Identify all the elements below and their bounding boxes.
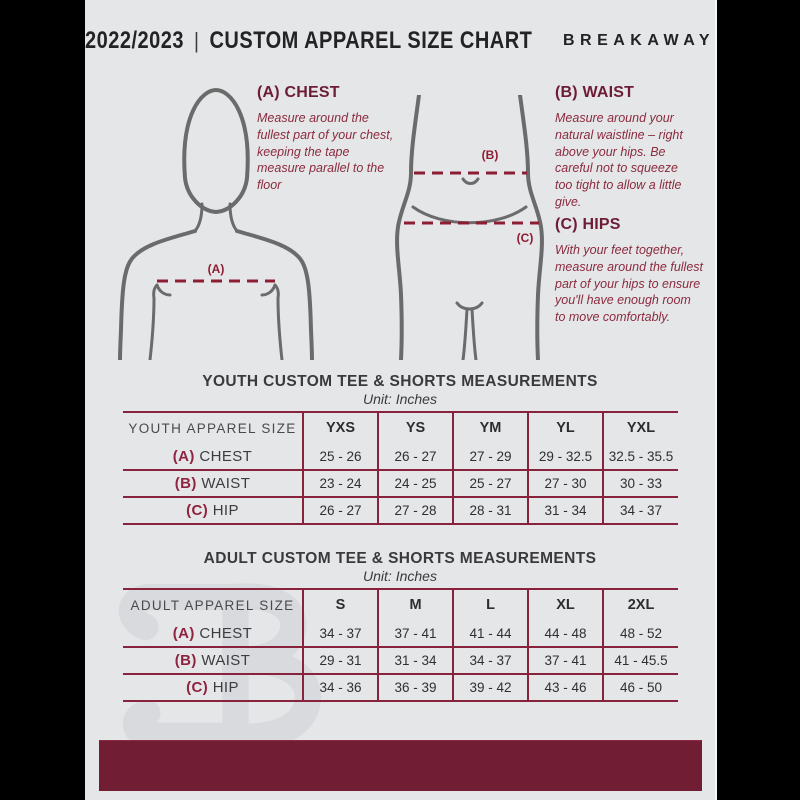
cell: 34 - 36: [303, 674, 378, 701]
cell: 48 - 52: [603, 620, 678, 647]
cell: 34 - 37: [303, 620, 378, 647]
table-row: [123, 647, 678, 674]
cell: 44 - 48: [528, 620, 603, 647]
header: [85, 18, 715, 64]
cell: 32.5 - 35.5: [603, 443, 678, 470]
cell: 43 - 46: [528, 674, 603, 701]
youth-col-ys: YS: [378, 412, 453, 443]
table-row: [123, 443, 678, 470]
adult-table-unit: Unit: Inches: [363, 568, 437, 584]
breakaway-logo-icon: [547, 19, 548, 63]
table-row: [123, 620, 678, 647]
cell: 29 - 32.5: [528, 443, 603, 470]
table-row: [123, 470, 678, 497]
adult-size-table: [123, 588, 678, 702]
page-title: [85, 27, 532, 54]
chest-guide-body: Measure around the fullest part of your chest, keeping the tape measure parallel to the floor: [257, 111, 394, 192]
youth-col-yxl: YXL: [603, 412, 678, 443]
row-prefix: (B): [174, 652, 197, 669]
footer-bar: [99, 740, 702, 791]
row-label: CHEST: [199, 624, 253, 642]
brand-name: BREAKAWAY: [562, 32, 715, 49]
waist-guide-body: Measure around your natural waistline – right above your hips. Be careful not to squeeze too tight to allow a little give.: [555, 111, 683, 209]
cell: 23 - 24: [303, 470, 378, 497]
year-range: 2022/2023: [85, 27, 185, 54]
row-label: WAIST: [201, 475, 251, 492]
youth-table-unit: Unit: Inches: [363, 391, 437, 407]
cell: 25 - 26: [303, 443, 378, 470]
cell: 30 - 33: [603, 470, 678, 497]
cell: 46 - 50: [603, 674, 678, 701]
youth-table-title: YOUTH CUSTOM TEE & SHORTS MEASUREMENTS: [202, 373, 598, 390]
cell: 31 - 34: [378, 647, 453, 674]
adult-col-2xl: 2XL: [603, 589, 678, 620]
adult-col-xl: XL: [528, 589, 603, 620]
adult-col-s: S: [303, 589, 378, 620]
cell: 27 - 30: [528, 470, 603, 497]
adult-size-col-header: ADULT APPAREL SIZE: [130, 597, 295, 613]
chest-marker-label: (A): [207, 262, 225, 276]
cell: 29 - 31: [303, 647, 378, 674]
cell: 37 - 41: [378, 620, 453, 647]
chest-guide-heading: (A) CHEST: [257, 84, 340, 101]
title-divider: |: [194, 28, 200, 53]
row-label: CHEST: [199, 447, 253, 465]
row-label: HIP: [212, 502, 239, 519]
title-text: CUSTOM APPAREL SIZE CHART: [209, 27, 533, 54]
hips-guide-body: With your feet together, measure around the fullest part of your hips to ensure you'll have enough room to move comfortably.: [555, 243, 704, 324]
cell: 27 - 28: [378, 497, 453, 524]
cell: 39 - 42: [453, 674, 528, 701]
youth-col-yl: YL: [528, 412, 603, 443]
cell: 27 - 29: [453, 443, 528, 470]
cell: 24 - 25: [378, 470, 453, 497]
adult-table-title: ADULT CUSTOM TEE & SHORTS MEASUREMENTS: [203, 550, 597, 567]
cell: 28 - 31: [453, 497, 528, 524]
cell: 34 - 37: [603, 497, 678, 524]
row-prefix: (C): [186, 679, 209, 696]
youth-col-yxs: YXS: [303, 412, 378, 443]
cell: 41 - 44: [453, 620, 528, 647]
row-label: WAIST: [201, 652, 251, 669]
cell: 34 - 37: [453, 647, 528, 674]
waist-marker-label: (B): [481, 148, 499, 162]
row-prefix: (A): [172, 447, 195, 465]
table-row: [123, 674, 678, 701]
cell: 31 - 34: [528, 497, 603, 524]
hips-guide-heading: (C) HIPS: [555, 216, 621, 233]
adult-col-m: M: [378, 589, 453, 620]
cell: 26 - 27: [303, 497, 378, 524]
table-row: [123, 497, 678, 524]
row-label: HIP: [212, 679, 239, 696]
chest-guide: [257, 84, 395, 194]
youth-size-col-header: YOUTH APPAREL SIZE: [128, 420, 297, 436]
cell: 37 - 41: [528, 647, 603, 674]
cell: 41 - 45.5: [603, 647, 678, 674]
youth-header-row: [123, 412, 678, 443]
waist-guide-heading: (B) WAIST: [555, 84, 635, 101]
hips-marker-label: (C): [516, 231, 534, 245]
youth-col-ym: YM: [453, 412, 528, 443]
lower-body-figure: [387, 95, 552, 360]
row-prefix: (A): [172, 624, 195, 642]
row-prefix: (B): [174, 475, 197, 492]
cell: 26 - 27: [378, 443, 453, 470]
row-prefix: (C): [186, 502, 209, 519]
cell: 36 - 39: [378, 674, 453, 701]
adult-header-row: [123, 589, 678, 620]
youth-size-table: [123, 411, 678, 525]
waist-guide: [555, 84, 697, 211]
cell: 25 - 27: [453, 470, 528, 497]
adult-col-l: L: [453, 589, 528, 620]
size-chart-page: [85, 0, 717, 800]
hips-guide: [555, 216, 703, 326]
